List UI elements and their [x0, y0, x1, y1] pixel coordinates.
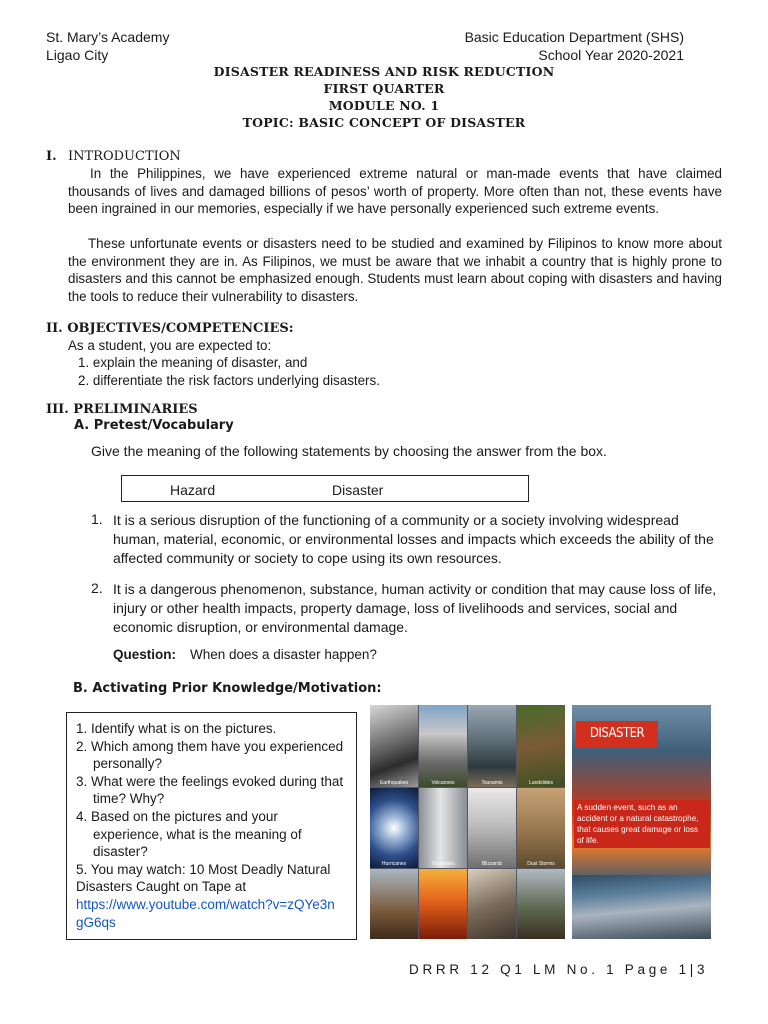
- rubble-photo: [517, 869, 565, 939]
- earthquake-photo: [370, 705, 418, 787]
- dust-storm-photo: [517, 788, 565, 868]
- department: Basic Education Department (SHS): [464, 29, 684, 45]
- objectives-intro: As a student, you are expected to:: [68, 338, 272, 353]
- caption-blizzards: Blizzards: [481, 861, 503, 867]
- objective-item-2: 2. differentiate the risk factors underlying disasters.: [78, 373, 380, 388]
- question-label: Question:: [113, 647, 176, 662]
- blizzard-photo: [468, 788, 516, 868]
- pretest-instruction: Give the meaning of the following statements by choosing the answer from the box.: [91, 443, 607, 459]
- activity-box: [66, 712, 357, 940]
- landslide-photo: [517, 705, 565, 787]
- activity-item-2: 2. Which among them have you experienced personally?: [76, 738, 344, 772]
- objective-item-1: 1. explain the meaning of disaster, and: [78, 355, 308, 370]
- section-preliminaries-heading: III. PRELIMINARIES: [46, 402, 198, 417]
- poster-title: DISASTER: [589, 726, 645, 741]
- answer-choice-box: [121, 475, 529, 502]
- subsection-pretest: A. Pretest/Vocabulary: [74, 418, 234, 433]
- intro-paragraph-2: These unfortunate events or disasters need to be studied and examined by Filipinos to know more about the environment they are in. As Filipinos, we must be aware that we inhabit a country that is highly prone to disasters and this cannot be emphasized enough. Students must learn about coping with disasters and having the tools to reduce their vulnerability to disasters.: [68, 236, 722, 304]
- module-title: DISASTER READINESS AND RISK REDUCTION: [213, 64, 555, 79]
- pretest-item-1-number: 1.: [91, 511, 103, 527]
- volcano-photo: [419, 705, 467, 787]
- section-intro-number: I.: [46, 149, 57, 164]
- activity-item-5: 5. You may watch: 10 Most Deadly Natural Disasters Caught on Tape at: [76, 861, 331, 895]
- section-intro-heading: INTRODUCTION: [68, 149, 181, 164]
- hurricane-photo: [370, 788, 418, 868]
- pretest-item-2-number: 2.: [91, 580, 103, 596]
- caption-earthquakes: Earthquakes: [379, 780, 409, 786]
- caption-landslides: Landslides: [529, 780, 553, 786]
- intro-paragraph-1: In the Philippines, we have experienced extreme natural or man-made events that have claimed thousands of lives and damaged billions of pesos’ worth of property. More often than not, these events have been ingrained in our memories, especially if we have personally experienced such extreme events.: [68, 166, 722, 216]
- school-city: Ligao City: [46, 47, 109, 63]
- quarter-label: FIRST QUARTER: [323, 81, 445, 96]
- question-text: When does a disaster happen?: [190, 647, 377, 662]
- caption-tornadoes: Tornadoes: [431, 861, 455, 867]
- section-objectives-heading: II. OBJECTIVES/COMPETENCIES:: [46, 321, 294, 336]
- poster-definition: A sudden event, such as an accident or a natural catastrophe, that causes great damage or loss of life.: [574, 800, 710, 848]
- module-number: MODULE NO. 1: [328, 98, 440, 113]
- caption-dust-storms: Dust Storms: [527, 861, 555, 867]
- poster-title-banner: [576, 721, 658, 748]
- youtube-link-line-2[interactable]: gG6qs: [76, 914, 116, 930]
- disaster-definition-poster: [572, 705, 711, 939]
- activity-item-1: 1. Identify what is on the pictures.: [76, 721, 277, 736]
- tornado-photo: [419, 788, 467, 868]
- topic-title: TOPIC: BASIC CONCEPT OF DISASTER: [242, 115, 526, 130]
- pretest-item-2-text: It is a dangerous phenomenon, substance, human activity or condition that may cause loss of life, injury or other health impacts, property damage, loss of livelihoods and services, social and economic disruption, or environmental damage.: [113, 581, 717, 635]
- debris-photo: [468, 869, 516, 939]
- collapsed-buildings-area: [572, 875, 711, 939]
- youtube-link-line-1[interactable]: https://www.youtube.com/watch?v=zQYe3n: [76, 896, 335, 912]
- wildfire-photo: [419, 869, 467, 939]
- caption-tsunamis: Tsunamis: [481, 780, 503, 786]
- choice-disaster: Disaster: [332, 482, 384, 498]
- pretest-item-1-text: It is a serious disruption of the functioning of a community or a society involving widespread human, material, economic, or environmental losses and impacts which exceeds the ability of the affected community or society to cope using its own resources.: [113, 512, 714, 566]
- tsunami-photo: [468, 705, 516, 787]
- page-footer: DRRR 12 Q1 LM No. 1 Page 1|3: [409, 962, 709, 977]
- activity-item-3: 3. What were the feelings evoked during that time? Why?: [76, 773, 344, 807]
- activity-item-4: 4. Based on the pictures and your experience, what is the meaning of disaster?: [76, 808, 302, 860]
- school-name: St. Mary’s Academy: [46, 29, 170, 45]
- caption-hurricanes: Hurricanes: [381, 861, 407, 867]
- flood-crowd-photo: [370, 869, 418, 939]
- choice-hazard: Hazard: [170, 482, 216, 498]
- subsection-motivation: B. Activating Prior Knowledge/Motivation:: [73, 681, 382, 696]
- disaster-collage-image: [370, 705, 565, 939]
- school-year: School Year 2020-2021: [538, 47, 684, 63]
- caption-volcanoes: Volcanoes: [431, 780, 455, 786]
